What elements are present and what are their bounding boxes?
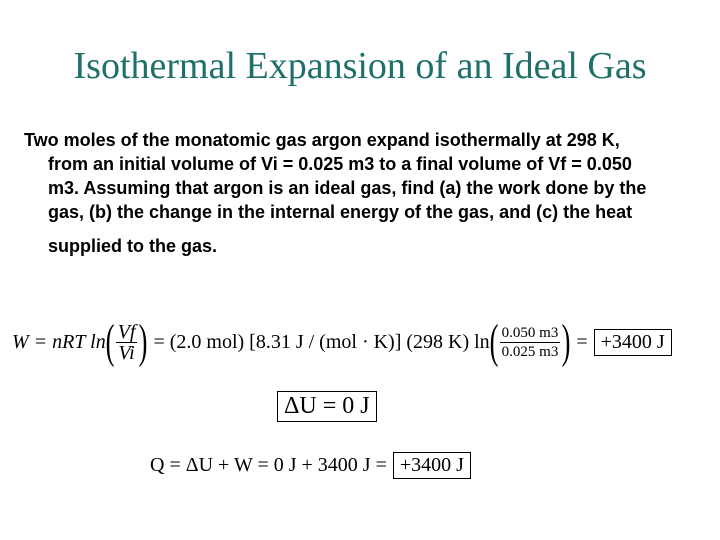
right-paren: ) [139,315,148,368]
problem-statement [24,128,716,258]
left-paren: ( [105,315,115,368]
volume-denominator: 0.025 m3 [501,343,559,360]
work-equation [12,315,672,368]
problem-line: Two moles of the monatomic gas argon expand isothermally at 298 K, [24,130,620,150]
work-result-box: +3400 J [594,329,672,356]
volume-ratio-symbolic [116,322,138,363]
problem-line: gas, (b) the change in the internal energy of the gas, and (c) the heat [48,202,633,222]
work-lhs: W = nRT ln [12,330,106,353]
problem-line: from an initial volume of Vi = 0.025 m3 to a final volume of Vf = 0.050 [48,154,632,174]
heat-result-box: +3400 J [393,452,471,479]
right-paren: ) [561,315,571,368]
volume-ratio-numeric [500,324,561,361]
ratio-numerator: Vf [117,320,136,343]
work-middle: = (2.0 mol) [8.31 J / (mol · K)] (298 K) ln [153,330,490,353]
equals-sign: = [576,330,588,353]
heat-equation [150,452,471,479]
volume-numerator: 0.050 m3 [501,324,559,341]
slide-title: Isothermal Expansion of an Ideal Gas [73,45,647,87]
internal-energy-equation [277,391,377,422]
internal-energy-result-box: ΔU = 0 J [277,391,377,422]
left-paren: ( [489,315,499,368]
problem-line: m3. Assuming that argon is an ideal gas, find (a) the work done by the [48,178,647,198]
problem-line: supplied to the gas. [48,236,218,256]
ratio-denominator: Vi [118,341,135,364]
heat-expression: Q = ΔU + W = 0 J + 3400 J = [150,454,387,476]
